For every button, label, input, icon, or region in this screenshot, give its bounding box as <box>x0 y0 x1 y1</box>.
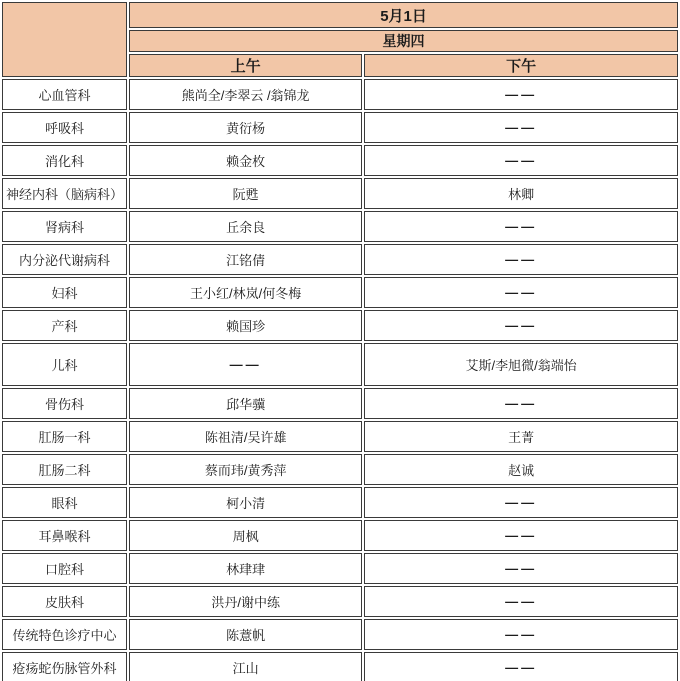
department-cell: 妇科 <box>2 277 127 308</box>
department-cell: 儿科 <box>2 343 127 386</box>
morning-cell: 柯小清 <box>129 487 362 518</box>
afternoon-cell: —— <box>364 553 678 584</box>
morning-cell: 邱华骥 <box>129 388 362 419</box>
table-row <box>2 652 678 681</box>
morning-cell: 阮甦 <box>129 178 362 209</box>
morning-cell: 洪丹/谢中练 <box>129 586 362 617</box>
table-row <box>2 343 678 386</box>
table-row <box>2 487 678 518</box>
afternoon-cell: 王菁 <box>364 421 678 452</box>
table-row <box>2 421 678 452</box>
table-row <box>2 553 678 584</box>
afternoon-cell: 林卿 <box>364 178 678 209</box>
morning-cell: 赖金枚 <box>129 145 362 176</box>
afternoon-cell: 艾斯/李旭微/翁端怡 <box>364 343 678 386</box>
table-row <box>2 520 678 551</box>
morning-header-cell: 上午 <box>129 54 362 77</box>
afternoon-cell: —— <box>364 79 678 110</box>
table-row <box>2 145 678 176</box>
morning-cell: 黄衍杨 <box>129 112 362 143</box>
table-row <box>2 112 678 143</box>
table-row <box>2 79 678 110</box>
morning-cell: 陈薏帆 <box>129 619 362 650</box>
afternoon-cell: —— <box>364 586 678 617</box>
department-cell: 传统特色诊疗中心 <box>2 619 127 650</box>
table-row <box>2 310 678 341</box>
table-row <box>2 586 678 617</box>
department-cell: 骨伤科 <box>2 388 127 419</box>
afternoon-cell: —— <box>364 310 678 341</box>
table-row <box>2 277 678 308</box>
afternoon-cell: —— <box>364 619 678 650</box>
department-cell: 呼吸科 <box>2 112 127 143</box>
morning-cell: —— <box>129 343 362 386</box>
weekday-header-cell: 星期四 <box>129 30 678 52</box>
afternoon-cell: —— <box>364 145 678 176</box>
afternoon-cell: —— <box>364 112 678 143</box>
schedule-body <box>2 79 678 681</box>
afternoon-cell: 赵诚 <box>364 454 678 485</box>
morning-cell: 陈祖清/吴许雄 <box>129 421 362 452</box>
department-cell: 疮疡蛇伤脉管外科 <box>2 652 127 681</box>
department-cell: 肛肠二科 <box>2 454 127 485</box>
date-header-cell: 5月1日 <box>129 2 678 28</box>
department-cell: 内分泌代谢病科 <box>2 244 127 275</box>
department-cell: 肾病科 <box>2 211 127 242</box>
morning-cell: 周枫 <box>129 520 362 551</box>
morning-cell: 丘余良 <box>129 211 362 242</box>
table-row <box>2 178 678 209</box>
department-cell: 口腔科 <box>2 553 127 584</box>
morning-cell: 蔡而玮/黄秀萍 <box>129 454 362 485</box>
afternoon-cell: —— <box>364 652 678 681</box>
afternoon-cell: —— <box>364 388 678 419</box>
morning-cell: 王小红/林岚/何冬梅 <box>129 277 362 308</box>
corner-cell <box>2 2 127 77</box>
department-cell: 耳鼻喉科 <box>2 520 127 551</box>
afternoon-cell: —— <box>364 520 678 551</box>
afternoon-cell: —— <box>364 277 678 308</box>
schedule-header <box>2 2 678 77</box>
afternoon-cell: —— <box>364 244 678 275</box>
table-row <box>2 211 678 242</box>
department-cell: 消化科 <box>2 145 127 176</box>
morning-cell: 赖国珍 <box>129 310 362 341</box>
table-row <box>2 244 678 275</box>
department-cell: 神经内科（脑病科） <box>2 178 127 209</box>
table-row <box>2 619 678 650</box>
department-cell: 肛肠一科 <box>2 421 127 452</box>
morning-cell: 江山 <box>129 652 362 681</box>
morning-cell: 林珒珒 <box>129 553 362 584</box>
department-cell: 产科 <box>2 310 127 341</box>
department-cell: 皮肤科 <box>2 586 127 617</box>
department-cell: 眼科 <box>2 487 127 518</box>
table-row <box>2 454 678 485</box>
department-cell: 心血管科 <box>2 79 127 110</box>
morning-cell: 江铭倩 <box>129 244 362 275</box>
afternoon-cell: —— <box>364 211 678 242</box>
afternoon-header-cell: 下午 <box>364 54 678 77</box>
header-row-date <box>2 2 678 28</box>
table-row <box>2 388 678 419</box>
afternoon-cell: —— <box>364 487 678 518</box>
morning-cell: 熊尚全/李翠云 /翁锦龙 <box>129 79 362 110</box>
